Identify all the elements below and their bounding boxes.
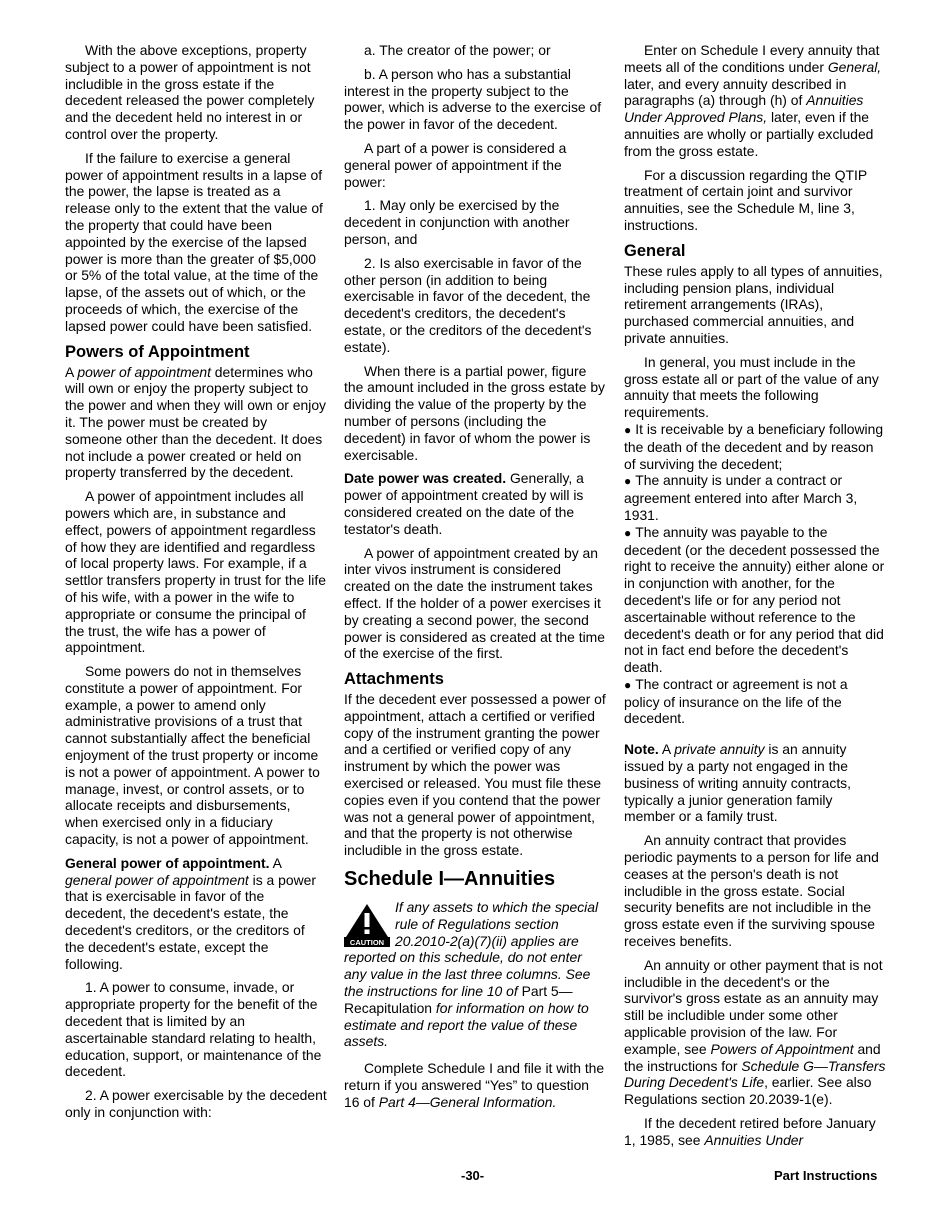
list-item-b: b. A person who has a substantial interest in the property subject to the power, which is adverse to the exercise of the power in favor of the decedent. bbox=[344, 65, 602, 133]
list-item-text: The annuity was payable to the decedent (or the decedent possessed the right to receive the annuity) either alone or in conjunction with another, for the decedent's life or for any period not ascertainable without reference to the decedent's death or for any period that did not in fact end before the decedent's death. bbox=[624, 523, 885, 676]
paragraph-attachments: If the decedent ever possessed a power of appointment, attach a certified or verified copy of the instrument granting the power and a certified or verified copy of any instrument by which the power was exercised or released. You must file these copies even if you contend that the power was not a general power of appointment, and that the property is not otherwise includible in the gross estate. bbox=[344, 691, 606, 859]
text-run: determines who will own or enjoy the property subject to the power and when they will own or enjoy it. The power must be created by someone other than the decedent. It does not include a power created or held on property transferred by the decedent. bbox=[65, 363, 326, 481]
paragraph-exceptions: With the above exceptions, property subject to a power of appointment is not includible in the gross estate if the decedent released the power completely and the decedent held no interest in or control over the property. bbox=[65, 42, 315, 142]
text-run: An annuity or other payment that is not includible in the decedent's or the survivor's gross estate as an annuity may still be includible under some other applicable provision of the law. For example, see bbox=[624, 956, 883, 1057]
run-in-heading-date-power: Date power was created. bbox=[344, 470, 507, 487]
paragraph-part-of-power: A part of a power is considered a general power of appointment if the power: bbox=[344, 139, 567, 190]
text-run: Enter on Schedule I every annuity that meets all of the conditions under bbox=[624, 42, 880, 75]
text-run: A bbox=[65, 363, 78, 380]
reference-part-5: Part 5—Recapitulation bbox=[344, 983, 573, 1016]
bullet-icon: ● bbox=[624, 677, 632, 692]
paragraph-qtip: For a discussion regarding the QTIP treatment of certain joint and survivor annuities, see the Schedule M, line 3, instructions. bbox=[624, 166, 867, 233]
text-run: is an annuity issued by a party not engaged in the business of writing annuity contracts, typically a junior generation family member or a family trust. bbox=[624, 741, 851, 825]
column-right bbox=[624, 42, 886, 1156]
text-run: , earlier. See also Regulations section 20.2039-1(e). bbox=[624, 1074, 872, 1108]
page-number: -30- bbox=[461, 1168, 485, 1183]
list-item-text: It is receivable by a beneficiary following the death of the decedent and by reason of surviving the decedent; bbox=[624, 420, 884, 472]
term-general-power: general power of appointment bbox=[65, 871, 249, 888]
list-item-part-2: 2. Is also exercisable in favor of the other person (in addition to being exercisable in favor of the decedent, the decedent's creditors, the decedent's estate, or the creditors of the decedent's estate). bbox=[344, 254, 592, 355]
paragraph-some-powers: Some powers do not in themselves constitute a power of appointment. For example, a power to amend only administrative provisions of a trust that cannot substantially affect the beneficial enjoyment of the trust property or income is not a power of appointment. A power to manage, invest, or control assets, or to allocate receipts and disbursements, when exercised only in a fiduciary capacity, is not a power of appointment. bbox=[65, 663, 320, 848]
reference-powers-of-appointment: Powers of Appointment bbox=[710, 1040, 854, 1057]
reference-annuities-under: Annuities Under bbox=[704, 1131, 804, 1148]
paragraph-enter-on-schedule bbox=[624, 42, 886, 160]
text-run: A bbox=[658, 741, 675, 758]
text-run: later, even if the annuities are wholly or partially excluded from the gross estate. bbox=[624, 109, 874, 159]
paragraph-rules-apply: These rules apply to all types of annuities, including pension plans, individual retirement arrangements (IRAs), purchased commercial annuities, and private annuities. bbox=[624, 262, 883, 346]
column-left bbox=[65, 42, 327, 1128]
paragraph-general-power bbox=[65, 855, 327, 973]
text-run: later, and every annuity described in paragraphs (a) through (h) of bbox=[624, 75, 847, 109]
run-in-heading-note: Note. bbox=[624, 741, 659, 758]
paragraph-power-definition bbox=[65, 364, 327, 482]
paragraph-retired-before bbox=[624, 1115, 886, 1149]
heading-attachments: Attachments bbox=[344, 670, 444, 689]
term-power-of-appointment: power of appointment bbox=[77, 363, 211, 380]
list-item bbox=[624, 421, 886, 472]
list-item-text: The annuity is under a contract or agreement entered into after March 3, 1931. bbox=[624, 472, 858, 523]
footer-title: Part Instructions bbox=[774, 1168, 878, 1183]
paragraph-date-power-created bbox=[344, 470, 606, 537]
paragraph-lapse: If the failure to exercise a general power of appointment results in a lapse of the power, the lapse is treated as a release only to the extent that the value of the property that could have been appointed by the exercise of the lapsed power is more than the greater of $5,000 or 5% of the total value, at the time of the lapse, of the assets out of which, or the proceeds of which, the exercise of the lapsed power could have been satisfied. bbox=[65, 149, 323, 334]
heading-general: General bbox=[624, 241, 686, 260]
paragraph-inter-vivos: A power of appointment created by an inter vivos instrument is considered created on the date the instrument takes effect. If the holder of a power exercises it by creating a second power, the second power is considered as created at the time of the exercise of the first. bbox=[344, 544, 605, 662]
text-run: and the instructions for bbox=[624, 1040, 881, 1074]
list-item bbox=[624, 472, 886, 523]
list-item-1: 1. A power to consume, invade, or appropriate property for the benefit of the decedent that is limited by an ascertainable standard relating to health, education, support, or maintenance of the decedent. bbox=[65, 979, 322, 1080]
bullet-icon: ● bbox=[624, 474, 632, 489]
text-run: A bbox=[269, 854, 282, 871]
bullet-icon: ● bbox=[624, 422, 632, 437]
list-item bbox=[624, 524, 886, 676]
reference-part-4: Part 4—General Information. bbox=[378, 1093, 557, 1110]
paragraph-power-includes: A power of appointment includes all powers which are, in substance and effect, powers of appointment regardless of how they are identified and regardless of local property laws. For example, if a settlor transfers property in trust for the life of his wife, with a power in the wife to appropriate or consume the principal of the trust, the wife has a power of appointment. bbox=[65, 488, 326, 656]
heading-schedule-i-annuities: Schedule I—Annuities bbox=[344, 868, 556, 891]
reference-approved-plans: Annuities Under Approved Plans, bbox=[624, 92, 864, 126]
paragraph-annuity-contract: An annuity contract that provides periodic payments to a person for life and ceases at the person's death is not includible in the gross estate. Social security benefits are not includible in the gross estate even if the surviving spouse receives benefits. bbox=[624, 832, 879, 950]
reference-schedule-g: Schedule G—Transfers During Decedent's Life bbox=[624, 1057, 886, 1091]
column-middle bbox=[344, 42, 606, 1118]
text-run: Generally, a power of appointment created by will is considered created on the date of the testator's death. bbox=[344, 470, 584, 537]
paragraph-other-payment bbox=[624, 957, 886, 1108]
text-run: Complete Schedule I and file it with the return if you answered “Yes” to question 16 of bbox=[344, 1060, 605, 1110]
paragraph-complete-schedule bbox=[344, 1060, 606, 1110]
run-in-heading-general-power: General power of appointment. bbox=[65, 854, 270, 871]
paragraph-note-private-annuity bbox=[624, 741, 886, 825]
bullet-icon: ● bbox=[624, 525, 632, 540]
caution-icon bbox=[344, 903, 390, 947]
heading-powers-of-appointment: Powers of Appointment bbox=[65, 342, 250, 361]
list-item-a: a. The creator of the power; or bbox=[364, 42, 551, 58]
text-run: for information on how to estimate and report the value of these assets. bbox=[344, 999, 589, 1050]
requirements-list bbox=[624, 421, 886, 727]
paragraph-partial-power: When there is a partial power, figure the amount included in the gross estate by dividing the value of the property by the number of persons (including the decedent) in favor of whom the power is exercisable. bbox=[344, 362, 605, 463]
text-run: If any assets to which the special rule of Regulations section 20.2010-2(a)(7)(ii) applies are reported on this schedule, do not enter any value in the last three columns. See the instructions for line 10 of bbox=[344, 899, 599, 1000]
reference-general: General, bbox=[827, 58, 882, 75]
text-run: If the decedent retired before January 1, 1985, see bbox=[624, 1115, 876, 1148]
text-run: is a power that is exercisable in favor of the decedent, the decedent's estate, the decedent's creditors, or the creditors of the decedent's estate, except the following. bbox=[65, 871, 316, 972]
list-item bbox=[624, 676, 886, 727]
list-item-text: The contract or agreement is not a policy of insurance on the life of the decedent. bbox=[624, 675, 848, 727]
caution-box bbox=[344, 899, 606, 1050]
term-private-annuity: private annuity bbox=[674, 741, 765, 758]
list-item-part-1: 1. May only be exercised by the decedent in conjunction with another person, and bbox=[344, 197, 570, 247]
caution-label: CAUTION bbox=[349, 938, 385, 948]
paragraph-in-general: In general, you must include in the gross estate all or part of the value of any annuity that meets the following requirements. bbox=[624, 353, 879, 421]
list-item-2: 2. A power exercisable by the decedent only in conjunction with: bbox=[65, 1087, 327, 1121]
